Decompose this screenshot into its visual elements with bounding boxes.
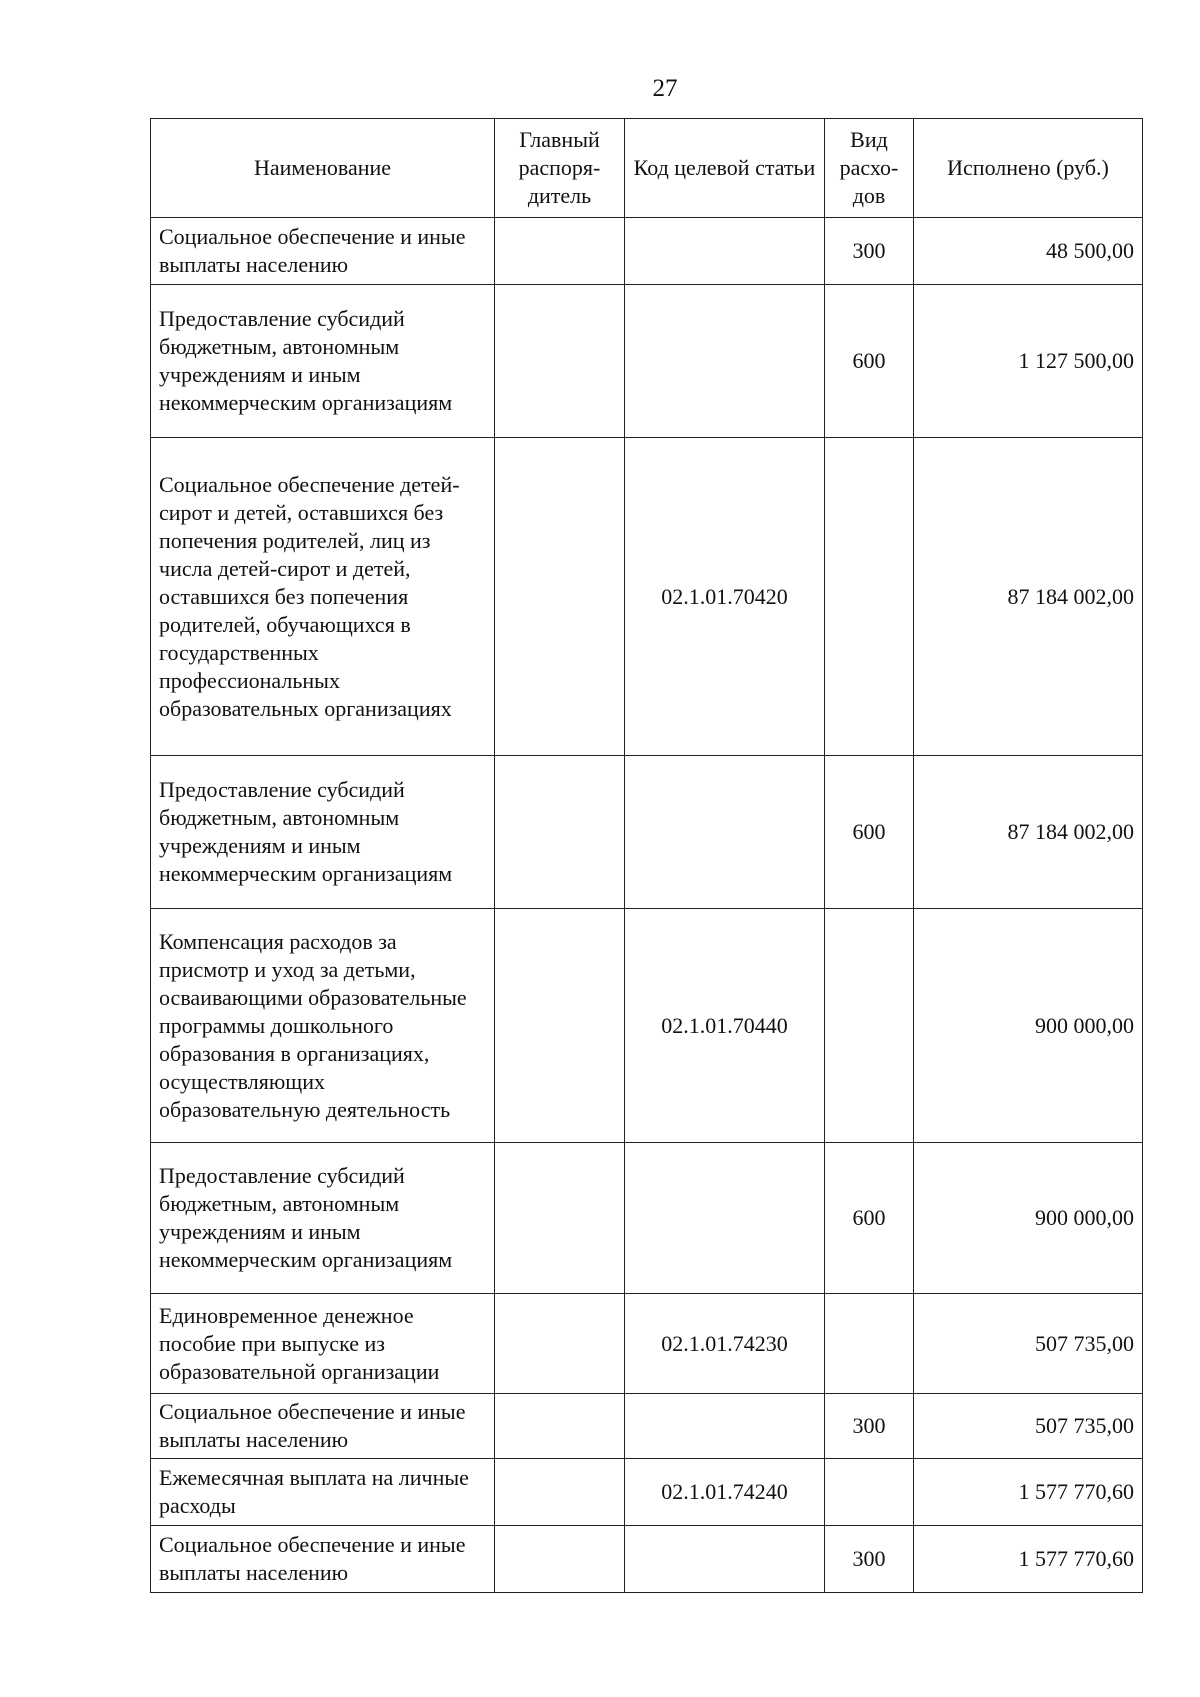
table-row [151, 1294, 1143, 1394]
table-row [151, 909, 1143, 1143]
cell-sum: 507 735,00 [914, 1294, 1143, 1394]
cell-admin [495, 909, 625, 1143]
header-name: Наименование [151, 119, 495, 218]
table-row [151, 285, 1143, 438]
cell-type: 300 [825, 218, 914, 285]
cell-admin [495, 218, 625, 285]
cell-code: 02.1.01.70440 [625, 909, 825, 1143]
cell-sum: 1 127 500,00 [914, 285, 1143, 438]
header-code: Код целевой статьи [625, 119, 825, 218]
cell-admin [495, 1526, 625, 1593]
table-row [151, 1394, 1143, 1459]
table-row [151, 1143, 1143, 1294]
cell-name: Социальное обеспечение детей-сирот и детей, оставшихся без попечения родителей, лиц из числа детей-сирот и детей, оставшихся без попечения родителей, обучающихся в государственных профессиональных образовательных организациях [151, 438, 495, 756]
cell-type: 300 [825, 1526, 914, 1593]
cell-code: 02.1.01.74240 [625, 1459, 825, 1526]
cell-type: 300 [825, 1394, 914, 1459]
cell-code [625, 218, 825, 285]
cell-admin [495, 1143, 625, 1294]
cell-sum: 900 000,00 [914, 909, 1143, 1143]
cell-admin [495, 438, 625, 756]
cell-sum: 48 500,00 [914, 218, 1143, 285]
cell-type [825, 1459, 914, 1526]
cell-name: Предоставление субсидий бюджетным, автономным учреждениям и иным некоммерческим организациям [151, 756, 495, 909]
table-row [151, 756, 1143, 909]
cell-sum: 87 184 002,00 [914, 756, 1143, 909]
cell-type [825, 1294, 914, 1394]
cell-code [625, 1394, 825, 1459]
cell-type [825, 438, 914, 756]
cell-type [825, 909, 914, 1143]
cell-admin [495, 1459, 625, 1526]
table-row [151, 1459, 1143, 1526]
cell-name: Предоставление субсидий бюджетным, автономным учреждениям и иным некоммерческим организациям [151, 285, 495, 438]
cell-type: 600 [825, 285, 914, 438]
cell-admin [495, 756, 625, 909]
cell-name: Социальное обеспечение и иные выплаты населению [151, 218, 495, 285]
cell-admin [495, 285, 625, 438]
budget-table [150, 118, 1143, 1593]
table-row [151, 438, 1143, 756]
cell-name: Предоставление субсидий бюджетным, автономным учреждениям и иным некоммерческим организациям [151, 1143, 495, 1294]
cell-name: Социальное обеспечение и иные выплаты населению [151, 1526, 495, 1593]
cell-type: 600 [825, 756, 914, 909]
table-row [151, 1526, 1143, 1593]
cell-sum: 87 184 002,00 [914, 438, 1143, 756]
cell-sum: 900 000,00 [914, 1143, 1143, 1294]
cell-sum: 507 735,00 [914, 1394, 1143, 1459]
cell-admin [495, 1294, 625, 1394]
header-sum: Исполнено (руб.) [914, 119, 1143, 218]
cell-name: Социальное обеспечение и иные выплаты населению [151, 1394, 495, 1459]
cell-name: Компенсация расходов за присмотр и уход за детьми, осваивающими образовательные программы дошкольного образования в организациях, осуществляющих образовательную деятельность [151, 909, 495, 1143]
cell-code [625, 285, 825, 438]
cell-name: Единовременное денежное пособие при выпуске из образовательной организации [151, 1294, 495, 1394]
header-type: Вид расхо-дов [825, 119, 914, 218]
cell-sum: 1 577 770,60 [914, 1459, 1143, 1526]
cell-code: 02.1.01.70420 [625, 438, 825, 756]
table-row [151, 218, 1143, 285]
cell-admin [495, 1394, 625, 1459]
cell-code [625, 1526, 825, 1593]
cell-sum: 1 577 770,60 [914, 1526, 1143, 1593]
cell-code: 02.1.01.74230 [625, 1294, 825, 1394]
cell-code [625, 1143, 825, 1294]
cell-code [625, 756, 825, 909]
table-header-row [151, 119, 1143, 218]
cell-type: 600 [825, 1143, 914, 1294]
header-admin: Главный распоря-дитель [495, 119, 625, 218]
cell-name: Ежемесячная выплата на личные расходы [151, 1459, 495, 1526]
page-number: 27 [652, 75, 678, 102]
